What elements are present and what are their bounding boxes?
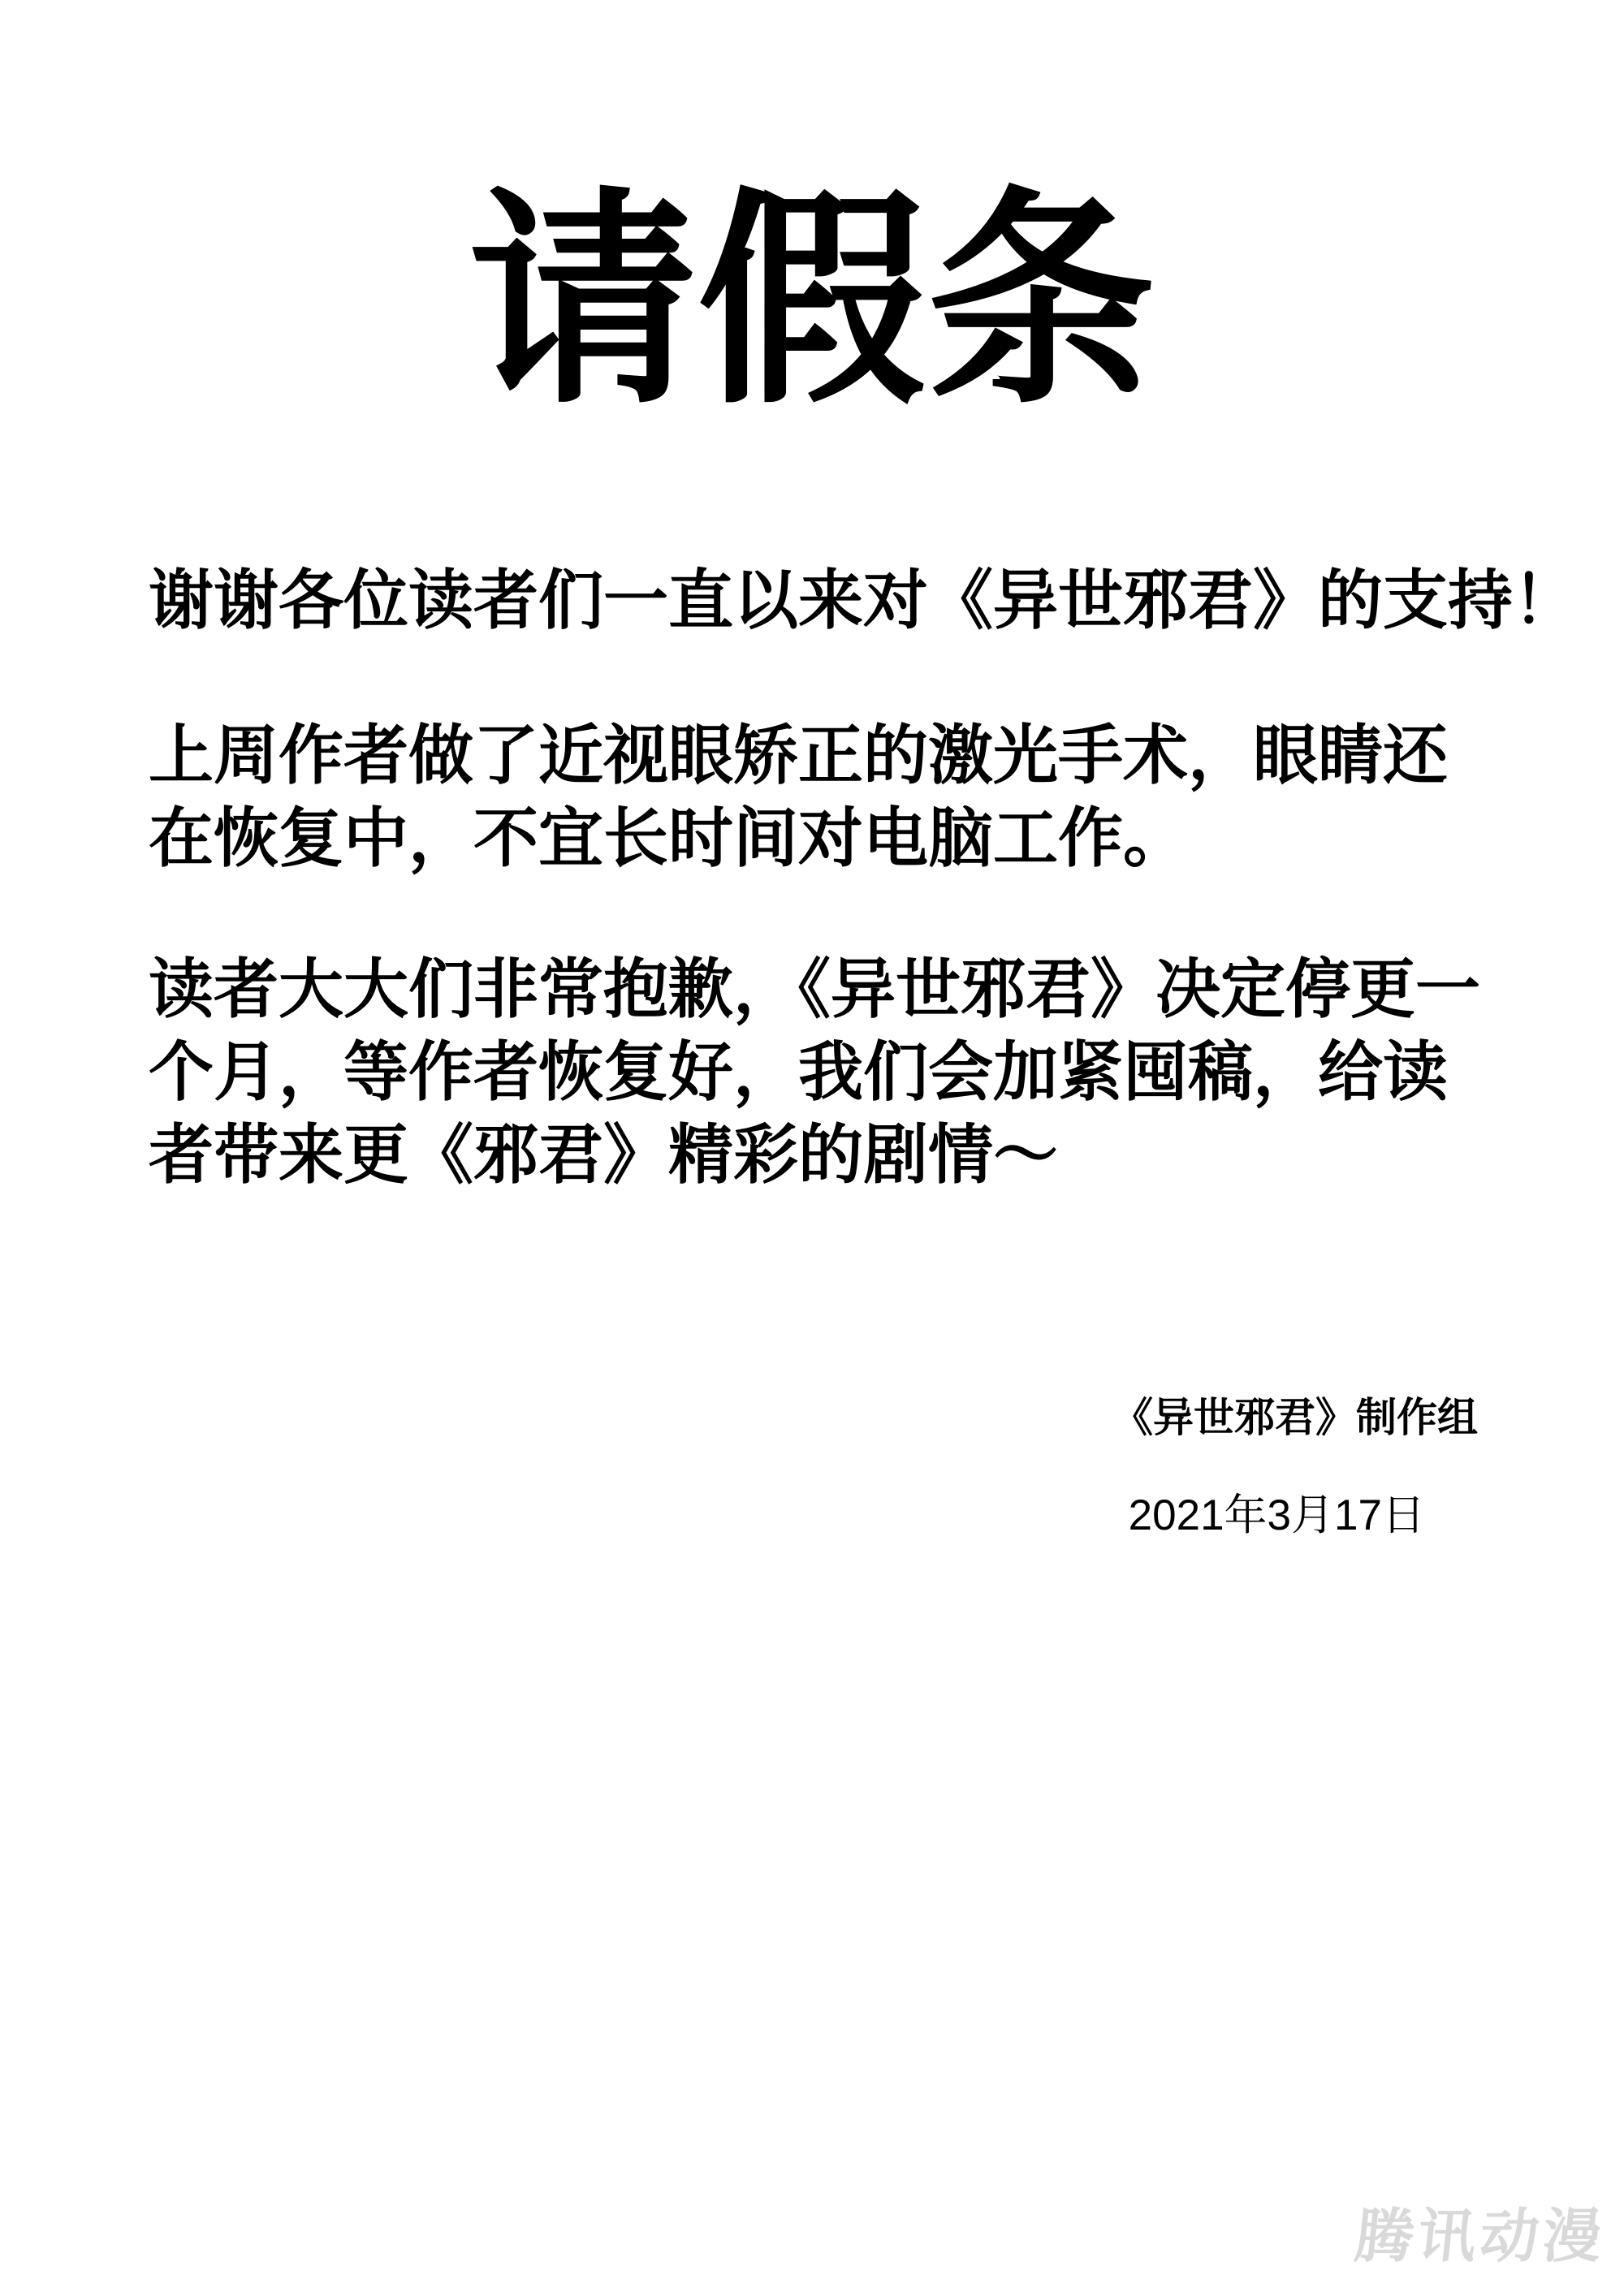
notice-line: 谢谢各位读者们一直以来对《异世邪君》的支持！: [149, 564, 1578, 637]
notice-line: 在恢复中，不宜长时间对电脑工作。: [149, 802, 1188, 874]
paragraph-surgery: [149, 714, 1545, 880]
notice-line: 上周作者做了近视眼矫正的激光手术，眼睛还: [149, 719, 1448, 792]
notice-line: 读者大大们非常抱歉，《异世邪君》决定停更一: [149, 953, 1480, 1025]
paragraph-hiatus: [149, 948, 1545, 1197]
signature-production-team: 《异世邪君》制作组: [1112, 1395, 1478, 1440]
page-title: 请假条: [469, 174, 1155, 429]
notice-line: 者带来更《邪君》精彩的剧情～: [149, 1119, 1058, 1191]
paragraph-thanks: [149, 559, 1578, 642]
notice-date: 2021年3月17日: [1128, 1491, 1425, 1539]
tencent-comics-watermark-logo: 腾讯动漫: [1351, 2204, 1609, 2269]
notice-line: 个月，等作者恢复好，我们会加紧囤稿，给读: [149, 1036, 1448, 1108]
